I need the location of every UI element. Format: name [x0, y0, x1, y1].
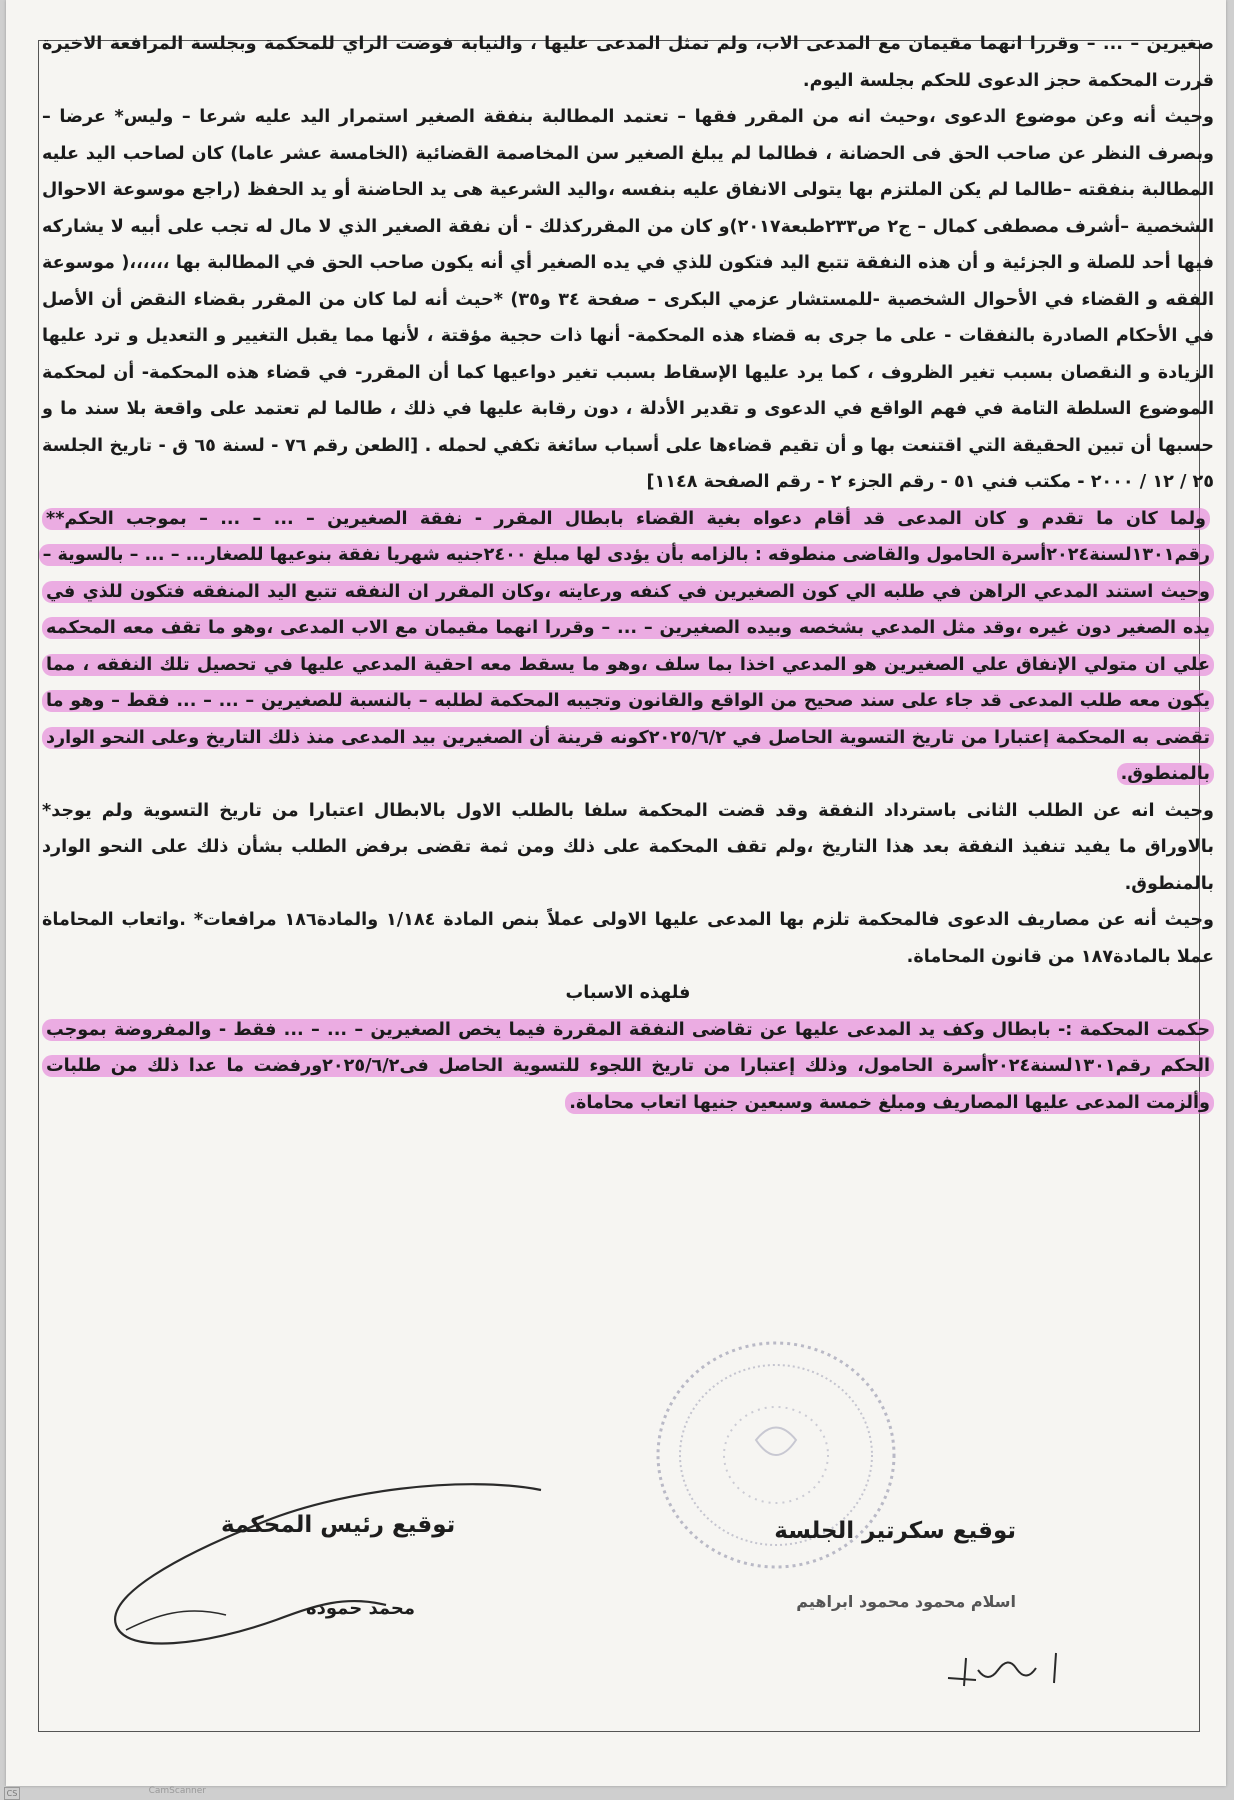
secretary-signature — [936, 1638, 1066, 1698]
secretary-signature-title: توقيع سكرتير الجلسة — [774, 1518, 1016, 1544]
chief-signature-title: توقيع رئيس المحكمة — [221, 1512, 456, 1538]
highlighted-verdict: حكمت المحكمة :- بابطال وكف يد المدعى عليها عن تقاضى النفقة المقررة فيما يخص الصغيرين – ... – ... فقط - والمفروضة بموجب الحكم رقم١٣٠١لسنة٢٠٢٤أسرة الحامول، وذلك إعتبارا من تاريخ اللجوء للتسوية الحاصل فى٢٠٢٥/٦/٢ورفضت ما عدا ذلك من طلبات وألزمت المدعى عليها المصاريف ومبلغ خمسة وسبعين جنيها اتعاب محاماة. — [42, 1019, 1214, 1114]
document-page — [6, 0, 1226, 1786]
paragraph-hearing: صغيرين – ... – وقررا انهما مقيمان مع المدعى الاب، ولم تمثل المدعى عليها ، والنيابة فوضت الراي للمحكمة وبجلسة المرافعة الاخيرة قررت المحكمة حجز الدعوى للحكم بجلسة اليوم. — [42, 34, 1214, 91]
reasons-heading: فلهذه الاسباب — [565, 983, 691, 1003]
scanner-footer: CamScanner — [148, 1786, 206, 1796]
paragraph-verdict — [42, 1012, 1214, 1122]
chief-name: محمد حموده — [306, 1598, 416, 1619]
paragraph-legal-basis: وحيث أنه وعن موضوع الدعوى ،وحيث انه من المقرر فقها – تعتمد المطالبة بنفقة الصغير استمرار اليد عليه شرعا – وليس* عرضا –وبصرف النظر عن صاحب الحق فى الحضانة ، فطالما لم يبلغ الصغير سن المخاصمة القضائية (الخامسة عشر عاما) كان لصاحب اليد عليه المطالبة بنفقته –طالما لم يكن الملتزم بها يتولى الانفاق عليه بنفسه ،واليد الشرعية هى يد الحاضنة أو يد الحفظ (راجع موسوعة الاحوال الشخصية –أشرف مصطفى كمال – ج٢ ص٢٣٣طبعة٢٠١٧)و كان من المقرركذلك - أن نفقة الصغير الذي لا مال له تجب على أبيه لا يشاركه فيها أحد للصلة و الجزئية و أن هذه النفقة تتبع اليد فتكون للذي في يده الصغير أي أنه يكون صاحب الحق في المطالبة بها ،،،،،،( موسوعة الفقه و القضاء في الأحوال الشخصية -للمستشار عزمي البكرى – صفحة ٣٤ و٣٥) *حيث أنه لما كان من المقرر بقضاء النقض أن الأصل في الأحكام الصادرة بالنفقات - على ما جرى به قضاء هذه المحكمة- أنها ذات حجية مؤقتة ، لأنها مما يقبل التغيير و التعديل و ترد عليها الزيادة و النقصان بسبب تغير الظروف ، كما يرد عليها الإسقاط بسبب تغير دواعيها كما أن المقرر- في قضاء هذه المحكمة- أن لمحكمة الموضوع السلطة التامة في فهم الواقع في الدعوى و تقدير الأدلة ، دون رقابة عليها في ذلك ، طالما لم تعتمد على واقعة بلا سند ما و حسبها أن تبين الحقيقة التي اقتنعت بها و أن تقيم قضاءها على أسباب سائغة تكفي لحمله . [الطعن رقم ٧٦ - لسنة ٦٥ ق - تاريخ الجلسة ٢٥ / ١٢ / ٢٠٠٠ - مكتب فني ٥١ - رقم الجزء ٢ - رقم الصفحة ١١٤٨] — [42, 107, 1214, 492]
chief-signature — [86, 1455, 556, 1670]
highlighted-text: ولما كان ما تقدم و كان المدعى قد أقام دعواه بغية القضاء بابطال المقرر - نفقة الصغيرين – ... – ... – بموجب الحكم** رقم١٣٠١لسنة٢٠٢٤أسرة الحامول والقاضى منطوقه : بالزامه بأن يؤدى لها مبلغ ٢٤٠٠جنيه شهريا نفقة بنوعيها للصغار... – ... – بالسوية – وحيث استند المدعي الراهن في طلبه الي كون الصغيرين في كنفه ورعايته ،وكان المقرر ان النفقه تتبع اليد المنفقه فتكون للذي في يده الصغير دون غيره ،وقد مثل المدعي بشخصه وبيده الصغيرين – ... – وقررا انهما مقيمان مع الاب المدعى ،وهو ما تقف معه المحكمه علي ان متولي الإنفاق علي الصغيرين هو المدعي اخذا بما سلف ،وهو ما يسقط معه احقية المدعي عليها في تحصيل تلك النفقه ، مما يكون معه طلب المدعى قد جاء على سند صحيح من الواقع والقانون وتجيبه المحكمة لطلبه – بالنسبة للصغيرين – ... – ... فقط – وهو ما تقضى به المحكمة إعتبارا من تاريخ التسوية الحاصل في ٢٠٢٥/٦/٢كونه قرينة أن الصغيرين بيد المدعى منذ ذلك التاريخ وعلى النحو الوارد بالمنطوق. — [39, 508, 1214, 786]
paragraph-facts — [42, 501, 1214, 793]
secretary-name: اسلام محمود محمود ابراهيم — [796, 1592, 1016, 1611]
judgment-body — [42, 26, 1214, 1121]
scanner-logo-icon: CS — [4, 1787, 20, 1800]
paragraph-expenses: وحيث أنه عن مصاريف الدعوى فالمحكمة تلزم بها المدعى عليها الاولى عملاً بنص المادة ١/١٨٤ والمادة١٨٦ مرافعات* .واتعاب المحاماة عملا بالمادة١٨٧ من قانون المحاماة. — [42, 910, 1214, 967]
paragraph-second-request: وحيث انه عن الطلب الثانى باسترداد النفقة وقد قضت المحكمة سلفا بالطلب الاول بالابطال اعتبارا من تاريخ التسوية ولم يوجد* بالاوراق ما يفيد تنفيذ النفقة بعد هذا التاريخ ،ولم تقف المحكمة على ذلك ومن ثمة تقضى برفض الطلب بشأن ذلك على النحو الوارد بالمنطوق. — [42, 800, 1214, 894]
